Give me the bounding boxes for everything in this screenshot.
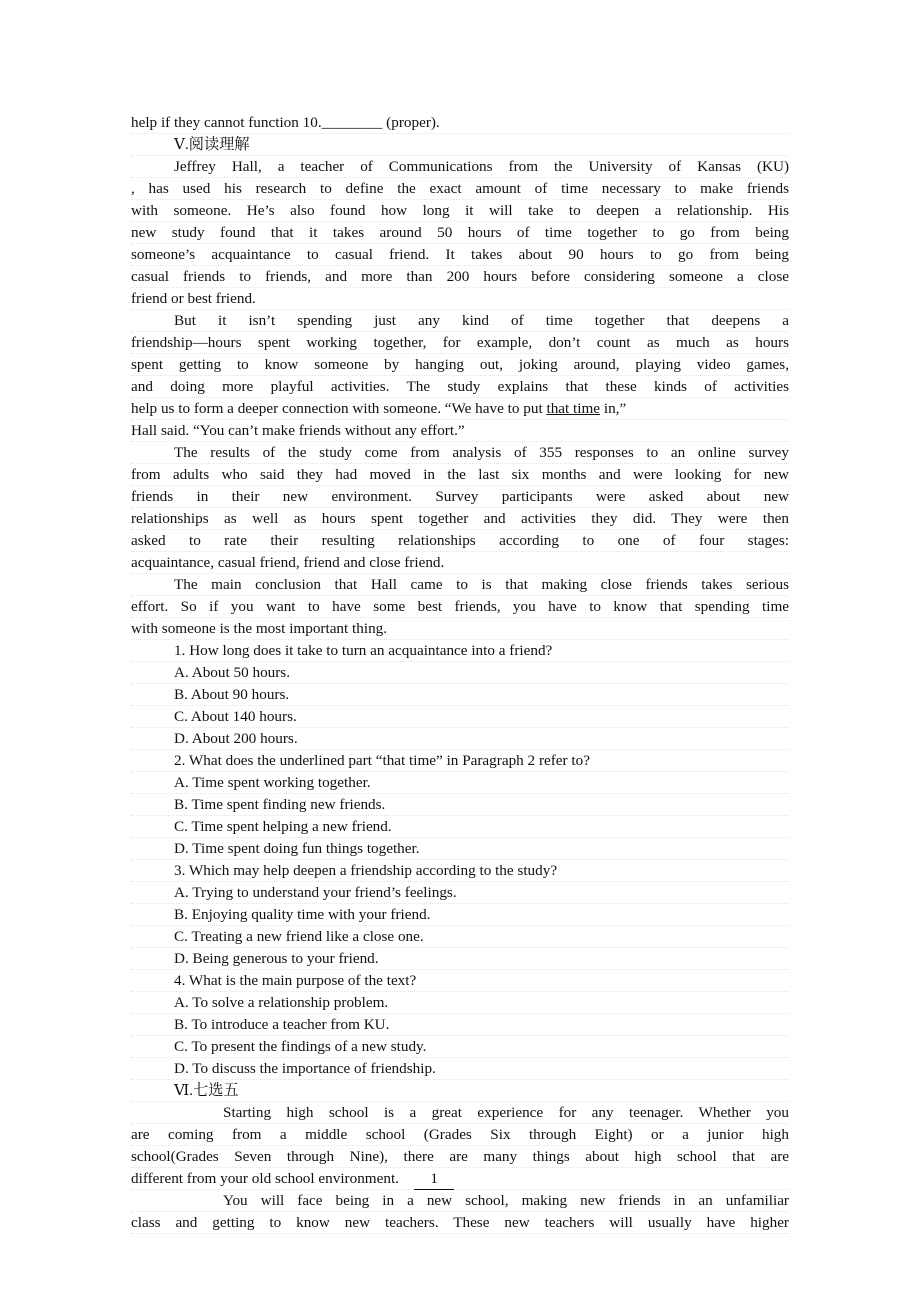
paragraph-line: The results of the study come from analysis of 355 responses to an online survey: [131, 442, 789, 464]
question-4-option-a: A. To solve a relationship problem.: [131, 992, 789, 1014]
paragraph-line: from adults who said they had moved in the last six months and were looking for new: [131, 464, 789, 486]
question-1-option-a: A. About 50 hours.: [131, 662, 789, 684]
paragraph-line: friend or best friend.: [131, 288, 789, 310]
question-4: 4. What is the main purpose of the text?: [131, 970, 789, 992]
paragraph-line: [131, 398, 789, 420]
section-heading-seven-choose-five: Ⅵ.七选五: [131, 1080, 789, 1102]
paragraph-line: , has used his research to define the exact amount of time necessary to make friends: [131, 178, 789, 200]
paragraph-line: with someone is the most important thing.: [131, 618, 789, 640]
quote-text: help us to form a deeper connection with someone. “We have to put: [131, 400, 547, 417]
question-1: 1. How long does it take to turn an acquaintance into a friend?: [131, 640, 789, 662]
paragraph-line: The main conclusion that Hall came to is that making close friends takes serious: [131, 574, 789, 596]
question-4-option-b: B. To introduce a teacher from KU.: [131, 1014, 789, 1036]
paragraph-line: and doing more playful activities. The study explains that these kinds of activities: [131, 376, 789, 398]
paragraph-line: [131, 1168, 789, 1190]
paragraph-line: Hall said. “You can’t make friends without any effort.”: [131, 420, 789, 442]
paragraph-line: someone’s acquaintance to casual friend. It takes about 90 hours to go from being: [131, 244, 789, 266]
paragraph-line: friends in their new environment. Survey participants were asked about new: [131, 486, 789, 508]
question-2: 2. What does the underlined part “that time” in Paragraph 2 refer to?: [131, 750, 789, 772]
question-1-option-c: C. About 140 hours.: [131, 706, 789, 728]
paragraph-line: new study found that it takes around 50 hours of time together to go from being: [131, 222, 789, 244]
paragraph-line: spent getting to know someone by hanging out, joking around, playing video games,: [131, 354, 789, 376]
top-line: help if they cannot function 10.________ (proper).: [131, 112, 789, 134]
paragraph-line: casual friends to friends, and more than 200 hours before considering someone a close: [131, 266, 789, 288]
question-2-option-c: C. Time spent helping a new friend.: [131, 816, 789, 838]
section-heading-reading: Ⅴ.阅读理解: [131, 134, 789, 156]
paragraph-line: You will face being in a new school, making new friends in an unfamiliar: [131, 1190, 789, 1212]
paragraph-line: are coming from a middle school (Grades Six through Eight) or a junior high: [131, 1124, 789, 1146]
question-3-option-a: A. Trying to understand your friend’s feelings.: [131, 882, 789, 904]
paragraph-line: with someone. He’s also found how long it will take to deepen a relationship. His: [131, 200, 789, 222]
paragraph-line: class and getting to know new teachers. These new teachers will usually have higher: [131, 1212, 789, 1234]
paragraph-line: acquaintance, casual friend, friend and close friend.: [131, 552, 789, 574]
question-3: 3. Which may help deepen a friendship according to the study?: [131, 860, 789, 882]
question-2-option-d: D. Time spent doing fun things together.: [131, 838, 789, 860]
paragraph-line: effort. So if you want to have some best friends, you have to know that spending time: [131, 596, 789, 618]
question-3-option-b: B. Enjoying quality time with your friend.: [131, 904, 789, 926]
question-2-option-b: B. Time spent finding new friends.: [131, 794, 789, 816]
question-1-option-b: B. About 90 hours.: [131, 684, 789, 706]
document-body: [131, 112, 789, 1234]
paragraph-line: Starting high school is a great experience for any teenager. Whether you: [131, 1102, 789, 1124]
quote-text: in,”: [600, 400, 627, 417]
question-2-option-a: A. Time spent working together.: [131, 772, 789, 794]
question-1-option-d: D. About 200 hours.: [131, 728, 789, 750]
paragraph-line: relationships as well as hours spent together and activities they did. They were then: [131, 508, 789, 530]
question-3-option-c: C. Treating a new friend like a close one.: [131, 926, 789, 948]
paragraph-text: different from your old school environment.: [131, 1170, 399, 1187]
question-4-option-d: D. To discuss the importance of friendship.: [131, 1058, 789, 1080]
answer-blank-1[interactable]: 1: [414, 1168, 454, 1190]
paragraph-line: friendship—hours spent working together, for example, don’t count as much as hours: [131, 332, 789, 354]
paragraph-line: Jeffrey Hall, a teacher of Communications from the University of Kansas (KU): [131, 156, 789, 178]
paragraph-line: But it isn’t spending just any kind of time together that deepens a: [131, 310, 789, 332]
question-4-option-c: C. To present the findings of a new study.: [131, 1036, 789, 1058]
question-3-option-d: D. Being generous to your friend.: [131, 948, 789, 970]
paragraph-line: school(Grades Seven through Nine), there are many things about high school that are: [131, 1146, 789, 1168]
underlined-phrase: that time: [546, 400, 601, 417]
paragraph-line: asked to rate their resulting relationships according to one of four stages:: [131, 530, 789, 552]
